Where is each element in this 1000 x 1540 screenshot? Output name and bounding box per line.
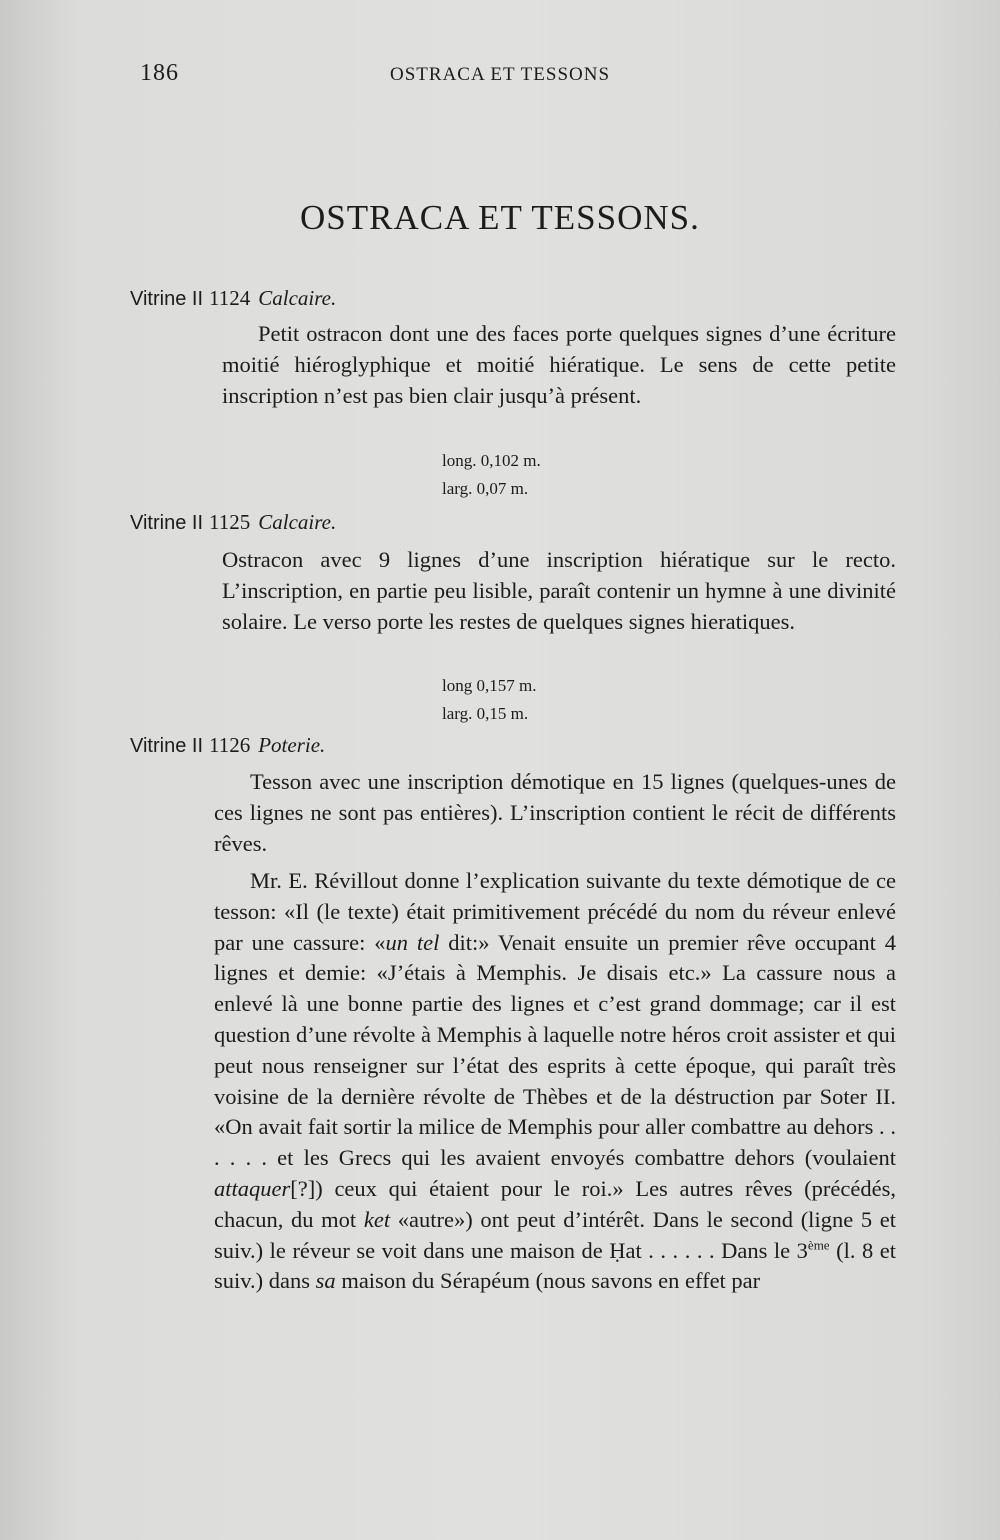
entry-heading-1125	[130, 510, 336, 535]
entry-description-1124: Petit ostracon dont une des faces porte quelques signes d’une écriture moitié hiéroglyphique et moitié hiératique. Le sens de cette petite inscription n’est pas bien clair jusqu’à présent.	[222, 321, 896, 408]
entry-material: Calcaire.	[258, 286, 337, 310]
italic-term: ket	[363, 1206, 391, 1232]
entry-material: Poterie.	[258, 733, 326, 757]
entry-number: 1124	[209, 286, 251, 310]
vitrine-label: Vitrine II	[130, 735, 203, 757]
page-number: 186	[140, 60, 179, 86]
revillout-explanation	[214, 866, 896, 1297]
dimension-larg-1125: larg. 0,15 m.	[442, 704, 529, 723]
entry-material: Calcaire.	[258, 510, 337, 534]
section-title: OSTRACA ET TESSONS.	[300, 198, 700, 237]
dimension-long-1124: long. 0,102 m.	[442, 451, 541, 470]
dimension-larg-1124: larg. 0,07 m.	[442, 479, 529, 498]
superscript: ème	[807, 1237, 830, 1253]
text-run: «autre») ont peut d’intérêt. Dans le second (ligne 5 et suiv.) le réveur se voit dans une maison de Ḥat . . . . . . Dans le 3	[214, 1206, 897, 1263]
entry-description-1125: Ostracon avec 9 lignes d’une inscription hiératique sur le recto. L’inscription, en partie peu lisible, paraît contenir un hymne à une divinité solaire. Le verso porte les restes de quelques signes hieratiques.	[222, 547, 896, 634]
dimension-long-1125: long 0,157 m.	[442, 676, 537, 695]
text-run: [?]) ceux qui étaient pour le roi.» Les autres rêves (précédés, chacun, du mot	[214, 1175, 896, 1232]
italic-term: attaquer	[214, 1175, 291, 1201]
running-title: OSTRACA ET TESSONS	[390, 64, 611, 85]
text-run: dit:» Venait ensuite un premier rêve occupant 4 lignes et demie: «J’étais à Memphis. Je disais etc.» La cassure nous a enlevé là une bonne partie des lignes et c’est grand dommage; car il est question d’une révolte à Memphis à laquelle notre héros croit assister et qui peut nous renseigner sur l’état des esprits à cette époque, qui paraît très voisine de la dernière révolte de Thèbes et de la déstruction par Soter II. «On avait fait sortir la milice de Memphis pour aller combattre au dehors . . . . . . et les Grecs qui les avaient envoyés combattre dehors (voulaient	[214, 929, 896, 1171]
text-run: maison du Sérapéum (nous savons en effet par	[335, 1268, 761, 1294]
entry-heading-1124	[130, 286, 336, 311]
running-head	[0, 60, 1000, 90]
vitrine-label: Vitrine II	[130, 288, 203, 310]
italic-term: sa	[315, 1268, 336, 1294]
entry-description-1126: Tesson avec une inscription démotique en 15 lignes (quelques-unes de ces lignes ne sont pas entières). L’inscription contient le récit de différents rêves.	[214, 769, 896, 856]
italic-term: un tel	[385, 929, 440, 955]
vitrine-label: Vitrine II	[130, 512, 203, 534]
entry-number: 1126	[209, 733, 251, 757]
text-run: (l. 8 et suiv.) dans	[214, 1237, 896, 1294]
entry-number: 1125	[209, 510, 251, 534]
text-run: Mr. E. Révillout donne l’explication suivante du texte démotique de ce tesson: «Il (le texte) était primitivement précédé du nom du réveur enlevé par une cassure: «	[214, 868, 896, 955]
entry-heading-1126	[130, 733, 325, 758]
